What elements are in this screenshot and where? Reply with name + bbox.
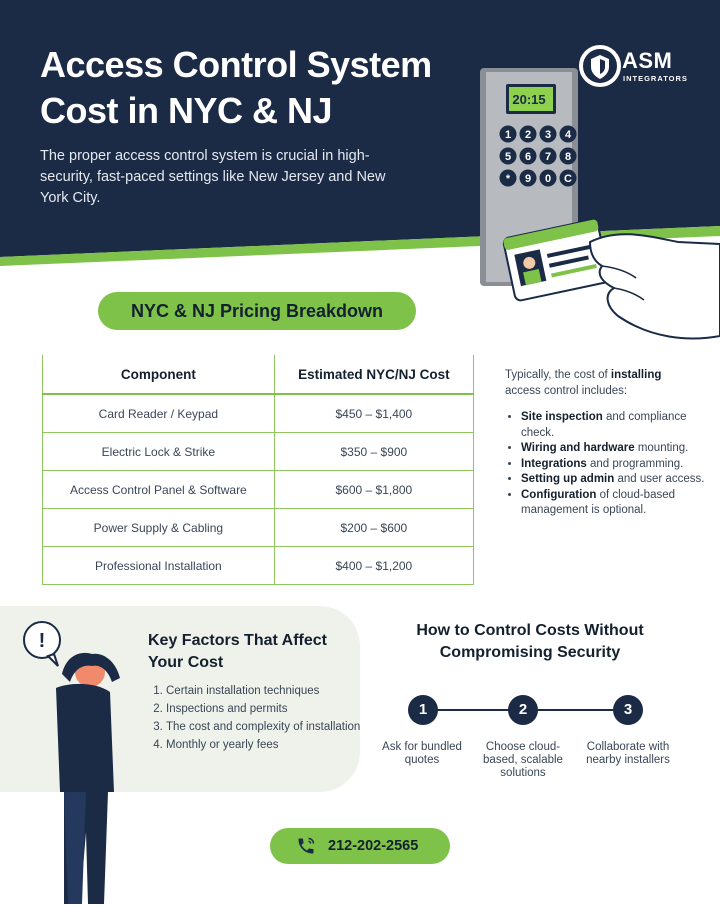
list-item: 2. Inspections and permits bbox=[166, 700, 376, 718]
cost-cell: $600 – $1,800 bbox=[274, 471, 473, 509]
alert-symbol: ! bbox=[38, 630, 46, 652]
phone-number[interactable]: 212-202-2565 bbox=[328, 838, 419, 854]
cost-cell: $350 – $900 bbox=[274, 433, 473, 471]
keypad-key-label: 4 bbox=[564, 129, 572, 141]
keypad-key-label: 7 bbox=[544, 151, 552, 163]
component-cell: Power Supply & Cabling bbox=[43, 509, 275, 547]
intro-text: The proper access control system is crucial in high-security, fast-paced settings like New Jersey and New York City. bbox=[40, 148, 386, 206]
table-header-row bbox=[43, 355, 474, 394]
costs-title: How to Control Costs Without Compromising Security bbox=[416, 622, 644, 661]
component-cell: Electric Lock & Strike bbox=[43, 433, 275, 471]
keypad-key-label: * bbox=[505, 173, 511, 185]
table-row bbox=[43, 509, 474, 547]
column-header-cost: Estimated NYC/NJ Cost bbox=[274, 355, 473, 394]
step-3-label: Collaborate with nearby installers bbox=[586, 741, 670, 766]
worried-person-illustration bbox=[0, 612, 140, 907]
table-row bbox=[43, 433, 474, 471]
component-cell: Access Control Panel & Software bbox=[43, 471, 275, 509]
step-3-number: 3 bbox=[613, 695, 643, 725]
cost-cell: $450 – $1,400 bbox=[274, 394, 473, 433]
list-item: • Site inspection and compliance check. bbox=[521, 410, 711, 441]
list-item: 1. Certain installation techniques bbox=[166, 682, 376, 700]
table-row bbox=[43, 471, 474, 509]
cost-cell: $200 – $600 bbox=[274, 509, 473, 547]
list-item: 3. The cost and complexity of installation bbox=[166, 718, 376, 736]
keypad-key-label: 0 bbox=[544, 173, 552, 185]
notes-list bbox=[505, 410, 711, 519]
keypad-key-label: 1 bbox=[504, 129, 512, 141]
factors-list bbox=[148, 682, 376, 754]
cost-cell: $400 – $1,200 bbox=[274, 547, 473, 585]
component-cell: Professional Installation bbox=[43, 547, 275, 585]
keypad-key-label: C bbox=[564, 173, 572, 185]
list-item: • Setting up admin and user access. bbox=[521, 472, 711, 488]
brand-subtitle: INTEGRATORS bbox=[623, 74, 688, 83]
step-1-label: Ask for bundled quotes bbox=[382, 741, 462, 766]
column-header-component: Component bbox=[43, 355, 275, 394]
table-row bbox=[43, 547, 474, 585]
pricing-heading: NYC & NJ Pricing Breakdown bbox=[98, 292, 416, 330]
pricing-table bbox=[42, 355, 474, 585]
notes-intro: Typically, the cost of installing access control includes: bbox=[505, 369, 662, 397]
phone-icon bbox=[296, 836, 316, 856]
keypad-display: 20:15 bbox=[512, 92, 546, 107]
list-item: • Configuration of cloud-based management is optional. bbox=[521, 488, 711, 519]
list-item: • Integrations and programming. bbox=[521, 457, 711, 473]
step-2-label: Choose cloud-based, scalable solutions bbox=[483, 741, 563, 779]
factors-title: Key Factors That Affect Your Cost bbox=[148, 632, 327, 671]
list-item: 4. Monthly or yearly fees bbox=[166, 736, 376, 754]
step-2-number: 2 bbox=[508, 695, 538, 725]
keypad-key-label: 8 bbox=[564, 151, 572, 163]
keypad-key-label: 5 bbox=[504, 151, 512, 163]
step-1-number: 1 bbox=[408, 695, 438, 725]
brand-name: ASM bbox=[622, 48, 673, 73]
keypad-key-label: 6 bbox=[524, 151, 532, 163]
table-row bbox=[43, 394, 474, 433]
component-cell: Card Reader / Keypad bbox=[43, 394, 275, 433]
keypad-key-label: 2 bbox=[524, 129, 532, 141]
page-title: Access Control System Cost in NYC & NJ bbox=[40, 44, 432, 131]
list-item: • Wiring and hardware mounting. bbox=[521, 441, 711, 457]
keypad-key-label: 3 bbox=[544, 129, 552, 141]
keypad-key-label: 9 bbox=[524, 173, 532, 185]
